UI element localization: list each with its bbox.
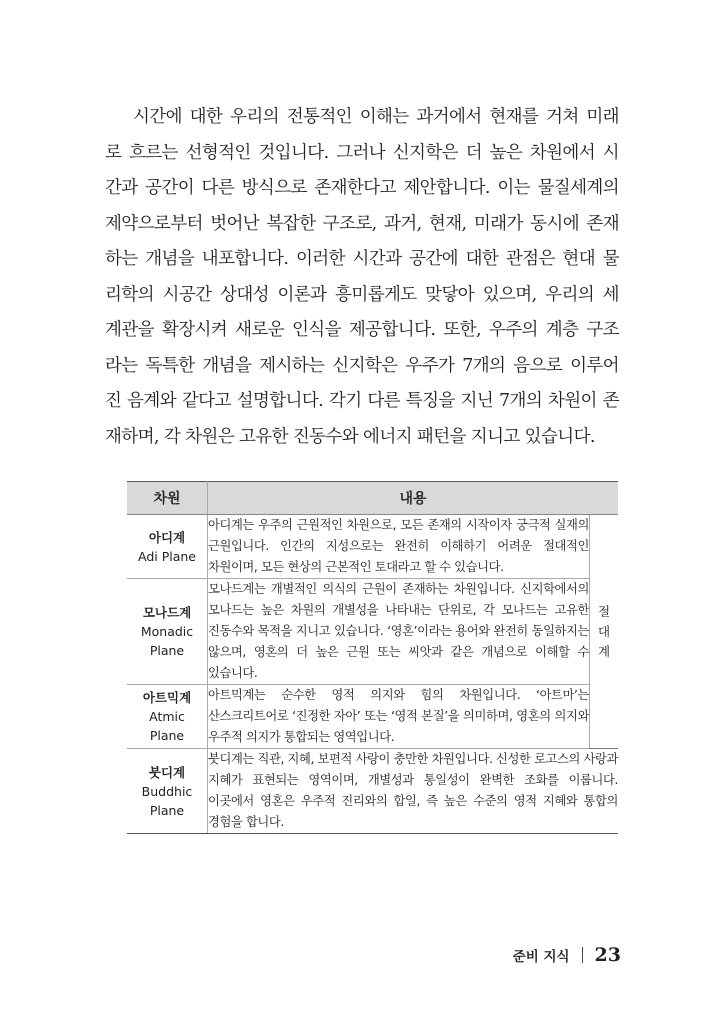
dimension-name-cell bbox=[127, 685, 208, 749]
table-row bbox=[127, 749, 618, 834]
dimension-name-en: Buddhic bbox=[141, 783, 193, 799]
paragraph-line: 재하며, 각 차원은 고유한 진동수와 에너지 패턴을 지니고 있습니다. bbox=[105, 426, 595, 447]
dimension-name-en: Monadic bbox=[140, 624, 194, 639]
header-dimension: 차원 bbox=[127, 482, 208, 515]
table-row bbox=[127, 579, 618, 685]
paragraph-line: 리학의 시공간 상대성 이론과 흥미롭게도 맞닿아 있으며, 우리의 세 bbox=[105, 284, 619, 305]
table-row bbox=[127, 685, 618, 749]
dimension-name-cell bbox=[127, 515, 208, 579]
side-label: 절대계 bbox=[597, 603, 611, 659]
section-title: 준비 지식 bbox=[512, 949, 570, 965]
table-header-row bbox=[127, 482, 618, 515]
dimension-name-cell bbox=[127, 749, 208, 834]
dimension-name-cell bbox=[127, 579, 208, 685]
dimensions-table bbox=[127, 481, 618, 834]
dimension-description: 붓디계는 직관, 지혜, 보편적 사랑이 충만한 차원입니다. 신성한 로고스의 사랑과 지혜가 표현되는 영역이며, 개별성과 통일성이 완벽한 조화를 이룹니다. 이곳에서 영혼은 우주적 진리와의 합일, 즉 높은 수준의 영적 지혜와 통합의 경험을 합니다. bbox=[208, 749, 619, 834]
footer-divider bbox=[582, 947, 583, 963]
dimension-name-ko: 아디계 bbox=[148, 529, 186, 545]
dimension-name-ko: 아트믹계 bbox=[142, 690, 192, 705]
dimension-name-en-2: Plane bbox=[149, 728, 185, 743]
dimension-description: 아디계는 우주의 근원적인 차원으로, 모든 존재의 시작이자 궁극적 실재의 근원입니다. 인간의 지성으로는 완전히 이해하기 어려운 절대적인 차원이며, 모든 현상의 근본적인 토대라고 할 수 있습니다. bbox=[208, 515, 590, 579]
dimension-name-ko: 붓디계 bbox=[148, 764, 186, 780]
dimension-name-en-2: Plane bbox=[149, 643, 185, 658]
paragraph-line: 시간에 대한 우리의 전통적인 이해는 과거에서 현재를 거쳐 미래 bbox=[133, 107, 619, 127]
paragraph-line: 간과 공간이 다른 방식으로 존재한다고 제안합니다. 이는 물질세계의 bbox=[105, 178, 619, 198]
dimension-name-ko: 모나드계 bbox=[142, 605, 192, 620]
paragraph-line: 제약으로부터 벗어난 복잡한 구조로, 과거, 현재, 미래가 동시에 존재 bbox=[105, 213, 619, 234]
paragraph-line: 진 음계와 같다고 설명합니다. 각기 다른 특징을 지닌 7개의 차원이 존 bbox=[105, 391, 619, 411]
paragraph-line: 계관을 확장시켜 새로운 인식을 제공합니다. 또한, 우주의 계층 구조 bbox=[105, 320, 619, 340]
paragraph-line: 라는 독특한 개념을 제시하는 신지학은 우주가 7개의 음으로 이루어 bbox=[105, 355, 619, 376]
paragraph-line: 로 흐르는 선형적인 것입니다. 그러나 신지학은 더 높은 차원에서 시 bbox=[105, 142, 619, 163]
header-content: 내용 bbox=[208, 482, 619, 515]
body-paragraph bbox=[105, 100, 619, 455]
dimension-name-en: Atmic bbox=[149, 709, 185, 724]
dimension-name-en-2: Plane bbox=[149, 802, 185, 818]
paragraph-line: 하는 개념을 내포합니다. 이러한 시간과 공간에 대한 관점은 현대 물 bbox=[105, 249, 619, 269]
page-footer bbox=[513, 944, 621, 966]
dimension-description: 아트믹계는 순수한 영적 의지와 힘의 차원입니다. ‘아트마’는 산스크리트어로 ‘진정한 자아’ 또는 ‘영적 본질’을 의미하며, 영혼의 의지와 우주적 의지가 통합되는 영역입니다. bbox=[208, 685, 590, 749]
table-row bbox=[127, 515, 618, 579]
dimension-description: 모나드계는 개별적인 의식의 근원이 존재하는 차원입니다. 신지학에서의 모나드는 높은 차원의 개별성을 나타내는 단위로, 각 모나드는 고유한 진동수와 목적을 지니고 있습니다. ‘영혼’이라는 용어와 완전히 동일하지는 않으며, 영혼의 더 높은 근원 또는 씨앗과 같은 개념으로 이해할 수 있습니다. bbox=[208, 579, 590, 685]
side-label-cell bbox=[590, 515, 619, 749]
page-number: 23 bbox=[594, 944, 621, 966]
dimension-name-en: Adi Plane bbox=[138, 548, 196, 564]
